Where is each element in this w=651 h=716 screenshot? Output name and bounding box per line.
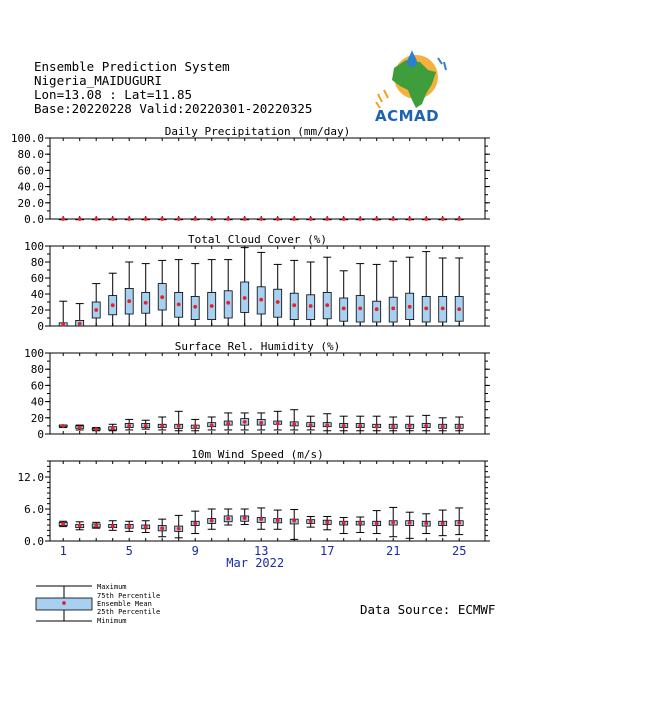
mean-marker: [358, 424, 362, 428]
mean-marker: [61, 522, 65, 526]
mean-marker: [111, 303, 115, 307]
mean-marker: [160, 295, 164, 299]
mean-marker: [259, 517, 263, 521]
x-axis-label: Mar 2022: [226, 556, 285, 570]
mean-marker: [193, 217, 197, 221]
mean-marker: [94, 308, 98, 312]
mean-marker: [78, 524, 82, 528]
x-tick-label: 9: [191, 544, 199, 558]
mean-marker: [210, 423, 214, 427]
mean-marker: [177, 217, 181, 221]
mean-marker: [325, 520, 329, 524]
x-tick-label: 1: [59, 544, 67, 558]
y-tick-label: 40.0: [17, 180, 44, 194]
mean-marker: [160, 217, 164, 221]
mean-marker: [292, 422, 296, 426]
legend-maximum-label: Maximum: [97, 583, 127, 591]
y-tick-label: 100: [24, 347, 44, 360]
mean-marker: [226, 422, 230, 426]
mean-marker: [127, 217, 131, 221]
mean-marker: [325, 303, 329, 307]
mean-marker: [457, 217, 461, 221]
y-tick-label: 12.0: [17, 471, 44, 484]
mean-marker: [457, 521, 461, 525]
mean-marker: [309, 304, 313, 308]
panel-frame: [50, 138, 485, 219]
mean-marker: [441, 522, 445, 526]
mean-marker: [160, 424, 164, 428]
mean-marker: [127, 424, 131, 428]
mean-marker: [61, 424, 65, 428]
mean-marker: [210, 519, 214, 523]
legend-p75-label: 75th Percentile: [97, 592, 161, 600]
y-tick-label: 80: [30, 363, 44, 377]
mean-marker: [276, 422, 280, 426]
mean-marker: [375, 425, 379, 429]
mean-marker: [193, 522, 197, 526]
panel-title: Surface Rel. Humidity (%): [174, 340, 341, 353]
mean-marker: [408, 521, 412, 525]
panel-frame: [50, 353, 485, 434]
mean-marker: [424, 307, 428, 311]
x-tick-label: 21: [385, 544, 401, 558]
mean-marker: [177, 527, 181, 531]
header-line-station: Nigeria_MAIDUGURI: [34, 73, 162, 88]
mean-marker: [391, 520, 395, 524]
mean-marker: [193, 305, 197, 309]
y-tick-label: 60: [30, 379, 44, 393]
mean-marker: [210, 304, 214, 308]
mean-marker: [94, 524, 98, 528]
mean-marker: [391, 217, 395, 221]
y-tick-label: 80.0: [17, 148, 44, 162]
mean-marker: [276, 300, 280, 304]
mean-marker: [424, 424, 428, 428]
mean-marker: [61, 323, 65, 327]
y-tick-label: 0: [37, 428, 44, 441]
mean-marker: [177, 303, 181, 307]
mean-marker: [276, 518, 280, 522]
mean-marker: [61, 217, 65, 221]
y-tick-label: 60.0: [17, 164, 44, 178]
mean-marker: [325, 423, 329, 427]
mean-marker: [111, 426, 115, 430]
mean-marker: [226, 517, 230, 521]
mean-marker: [144, 424, 148, 428]
mean-marker: [193, 425, 197, 429]
y-tick-label: 6.0: [24, 503, 44, 516]
mean-marker: [342, 521, 346, 525]
iqr-box: [373, 301, 381, 322]
mean-marker: [309, 519, 313, 523]
legend-mean-marker: [62, 601, 66, 605]
mean-marker: [375, 522, 379, 526]
panel-frame: [50, 461, 485, 541]
mean-marker: [276, 217, 280, 221]
mean-marker: [144, 525, 148, 529]
mean-marker: [358, 521, 362, 525]
panel-title: Daily Precipitation (mm/day): [164, 125, 351, 138]
legend-minimum-label: Minimum: [97, 617, 127, 625]
y-tick-label: 40: [30, 288, 44, 301]
legend-mean-label: Ensemble Mean: [97, 600, 152, 608]
mean-marker: [342, 307, 346, 311]
y-tick-label: 20: [30, 304, 44, 317]
mean-marker: [78, 426, 82, 430]
y-tick-label: 80: [30, 256, 44, 269]
mean-marker: [375, 217, 379, 221]
mean-marker: [177, 424, 181, 428]
mean-marker: [226, 301, 230, 305]
mean-marker: [441, 307, 445, 311]
mean-marker: [144, 301, 148, 305]
mean-marker: [144, 217, 148, 221]
mean-marker: [259, 298, 263, 302]
mean-marker: [457, 307, 461, 311]
mean-marker: [309, 217, 313, 221]
mean-marker: [111, 217, 115, 221]
mean-marker: [243, 420, 247, 424]
mean-marker: [243, 516, 247, 520]
panel-title: Total Cloud Cover (%): [187, 233, 328, 246]
y-tick-label: 100: [24, 240, 44, 253]
data-source-label: Data Source: ECMWF: [360, 602, 496, 617]
y-tick-label: 0.0: [24, 213, 44, 226]
mean-marker: [408, 217, 412, 221]
mean-marker: [127, 299, 131, 303]
y-tick-label: 0: [37, 320, 44, 333]
mean-marker: [243, 217, 247, 221]
x-tick-label: 5: [125, 544, 133, 558]
header-line-system: Ensemble Prediction System: [34, 59, 230, 74]
mean-marker: [424, 217, 428, 221]
mean-marker: [292, 519, 296, 523]
mean-marker: [259, 217, 263, 221]
x-tick-label: 13: [253, 544, 269, 558]
mean-marker: [441, 217, 445, 221]
y-tick-label: 20.0: [17, 196, 44, 210]
mean-marker: [78, 322, 82, 326]
y-tick-label: 60: [30, 272, 44, 285]
mean-marker: [342, 217, 346, 221]
mean-marker: [94, 217, 98, 221]
mean-marker: [391, 425, 395, 429]
mean-marker: [94, 427, 98, 431]
header-line-coordinates: Lon=13.08 : Lat=11.85: [34, 87, 193, 102]
legend-p25-label: 25th Percentile: [97, 608, 161, 616]
mean-marker: [243, 296, 247, 300]
mean-marker: [292, 303, 296, 307]
mean-marker: [342, 424, 346, 428]
mean-marker: [226, 217, 230, 221]
mean-marker: [441, 425, 445, 429]
mean-marker: [210, 217, 214, 221]
acmad-logo-text: ACMAD: [375, 107, 440, 125]
mean-marker: [78, 217, 82, 221]
y-tick-label: 100.0: [10, 132, 44, 145]
mean-marker: [408, 305, 412, 309]
mean-marker: [325, 217, 329, 221]
mean-marker: [358, 307, 362, 311]
y-tick-label: 0.0: [24, 535, 44, 548]
y-tick-label: 40: [30, 395, 44, 409]
y-tick-label: 20: [30, 411, 44, 425]
header-line-base-valid: Base:20220228 Valid:20220301-20220325: [34, 101, 313, 116]
x-tick-label: 17: [319, 544, 335, 558]
mean-marker: [358, 217, 362, 221]
panel-title: 10m Wind Speed (m/s): [191, 448, 324, 461]
mean-marker: [375, 307, 379, 311]
mean-marker: [309, 423, 313, 427]
mean-marker: [457, 425, 461, 429]
mean-marker: [391, 307, 395, 311]
mean-marker: [111, 524, 115, 528]
mean-marker: [160, 526, 164, 530]
mean-marker: [292, 217, 296, 221]
mean-marker: [259, 421, 263, 425]
x-tick-label: 25: [451, 544, 467, 558]
mean-marker: [424, 522, 428, 526]
mean-marker: [408, 424, 412, 428]
mean-marker: [127, 524, 131, 528]
